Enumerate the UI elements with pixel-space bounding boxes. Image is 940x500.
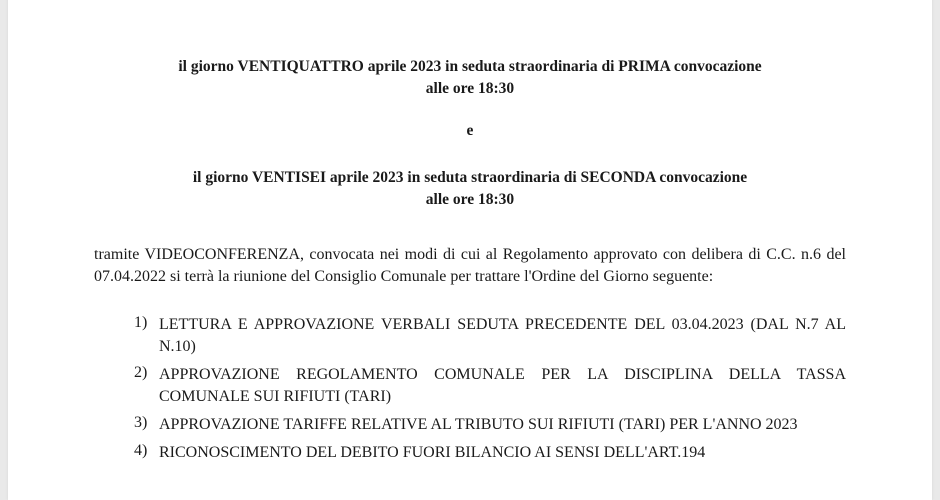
agenda-item [134, 314, 846, 358]
agenda-item [134, 414, 846, 436]
first-session-block [0, 56, 940, 100]
agenda-item-text: APPROVAZIONE REGOLAMENTO COMUNALE PER LA DISCIPLINA DELLA TASSA COMUNALE SUI RIFIUTI (TARI) [159, 366, 846, 405]
second-session-date: il giorno VENTISEI aprile 2023 in seduta straordinaria di SECONDA convocazione [192, 169, 748, 186]
conjunction: e [466, 122, 474, 139]
second-session-block [0, 167, 940, 211]
agenda-item [134, 442, 846, 464]
agenda-list [134, 314, 846, 470]
body-paragraph: tramite VIDEOCONFERENZA, convocata nei modi di cui al Regolamento approvato con delibera di C.C. n.6 del 07.04.2022 si terrà la riunione del Consiglio Comunale per trattare l'Ordine del Giorno seguente: [94, 246, 846, 285]
agenda-item-text: LETTURA E APPROVAZIONE VERBALI SEDUTA PRECEDENTE DEL 03.04.2023 (DAL N.7 AL N.10) [159, 316, 846, 355]
agenda-item-number: 2) [134, 364, 148, 381]
first-session-time: alle ore 18:30 [425, 80, 515, 97]
first-session-date: il giorno VENTIQUATTRO aprile 2023 in seduta straordinaria di PRIMA convocazione [178, 58, 762, 75]
agenda-item-text: RICONOSCIMENTO DEL DEBITO FUORI BILANCIO AI SENSI DELL'ART.194 [159, 444, 706, 461]
agenda-item-text: APPROVAZIONE TARIFFE RELATIVE AL TRIBUTO SUI RIFIUTI (TARI) PER L'ANNO 2023 [159, 416, 798, 433]
agenda-item-number: 1) [134, 314, 148, 331]
agenda-item [134, 364, 846, 408]
agenda-item-number: 3) [134, 414, 148, 431]
agenda-item-number: 4) [134, 442, 148, 459]
second-session-time: alle ore 18:30 [425, 191, 515, 208]
